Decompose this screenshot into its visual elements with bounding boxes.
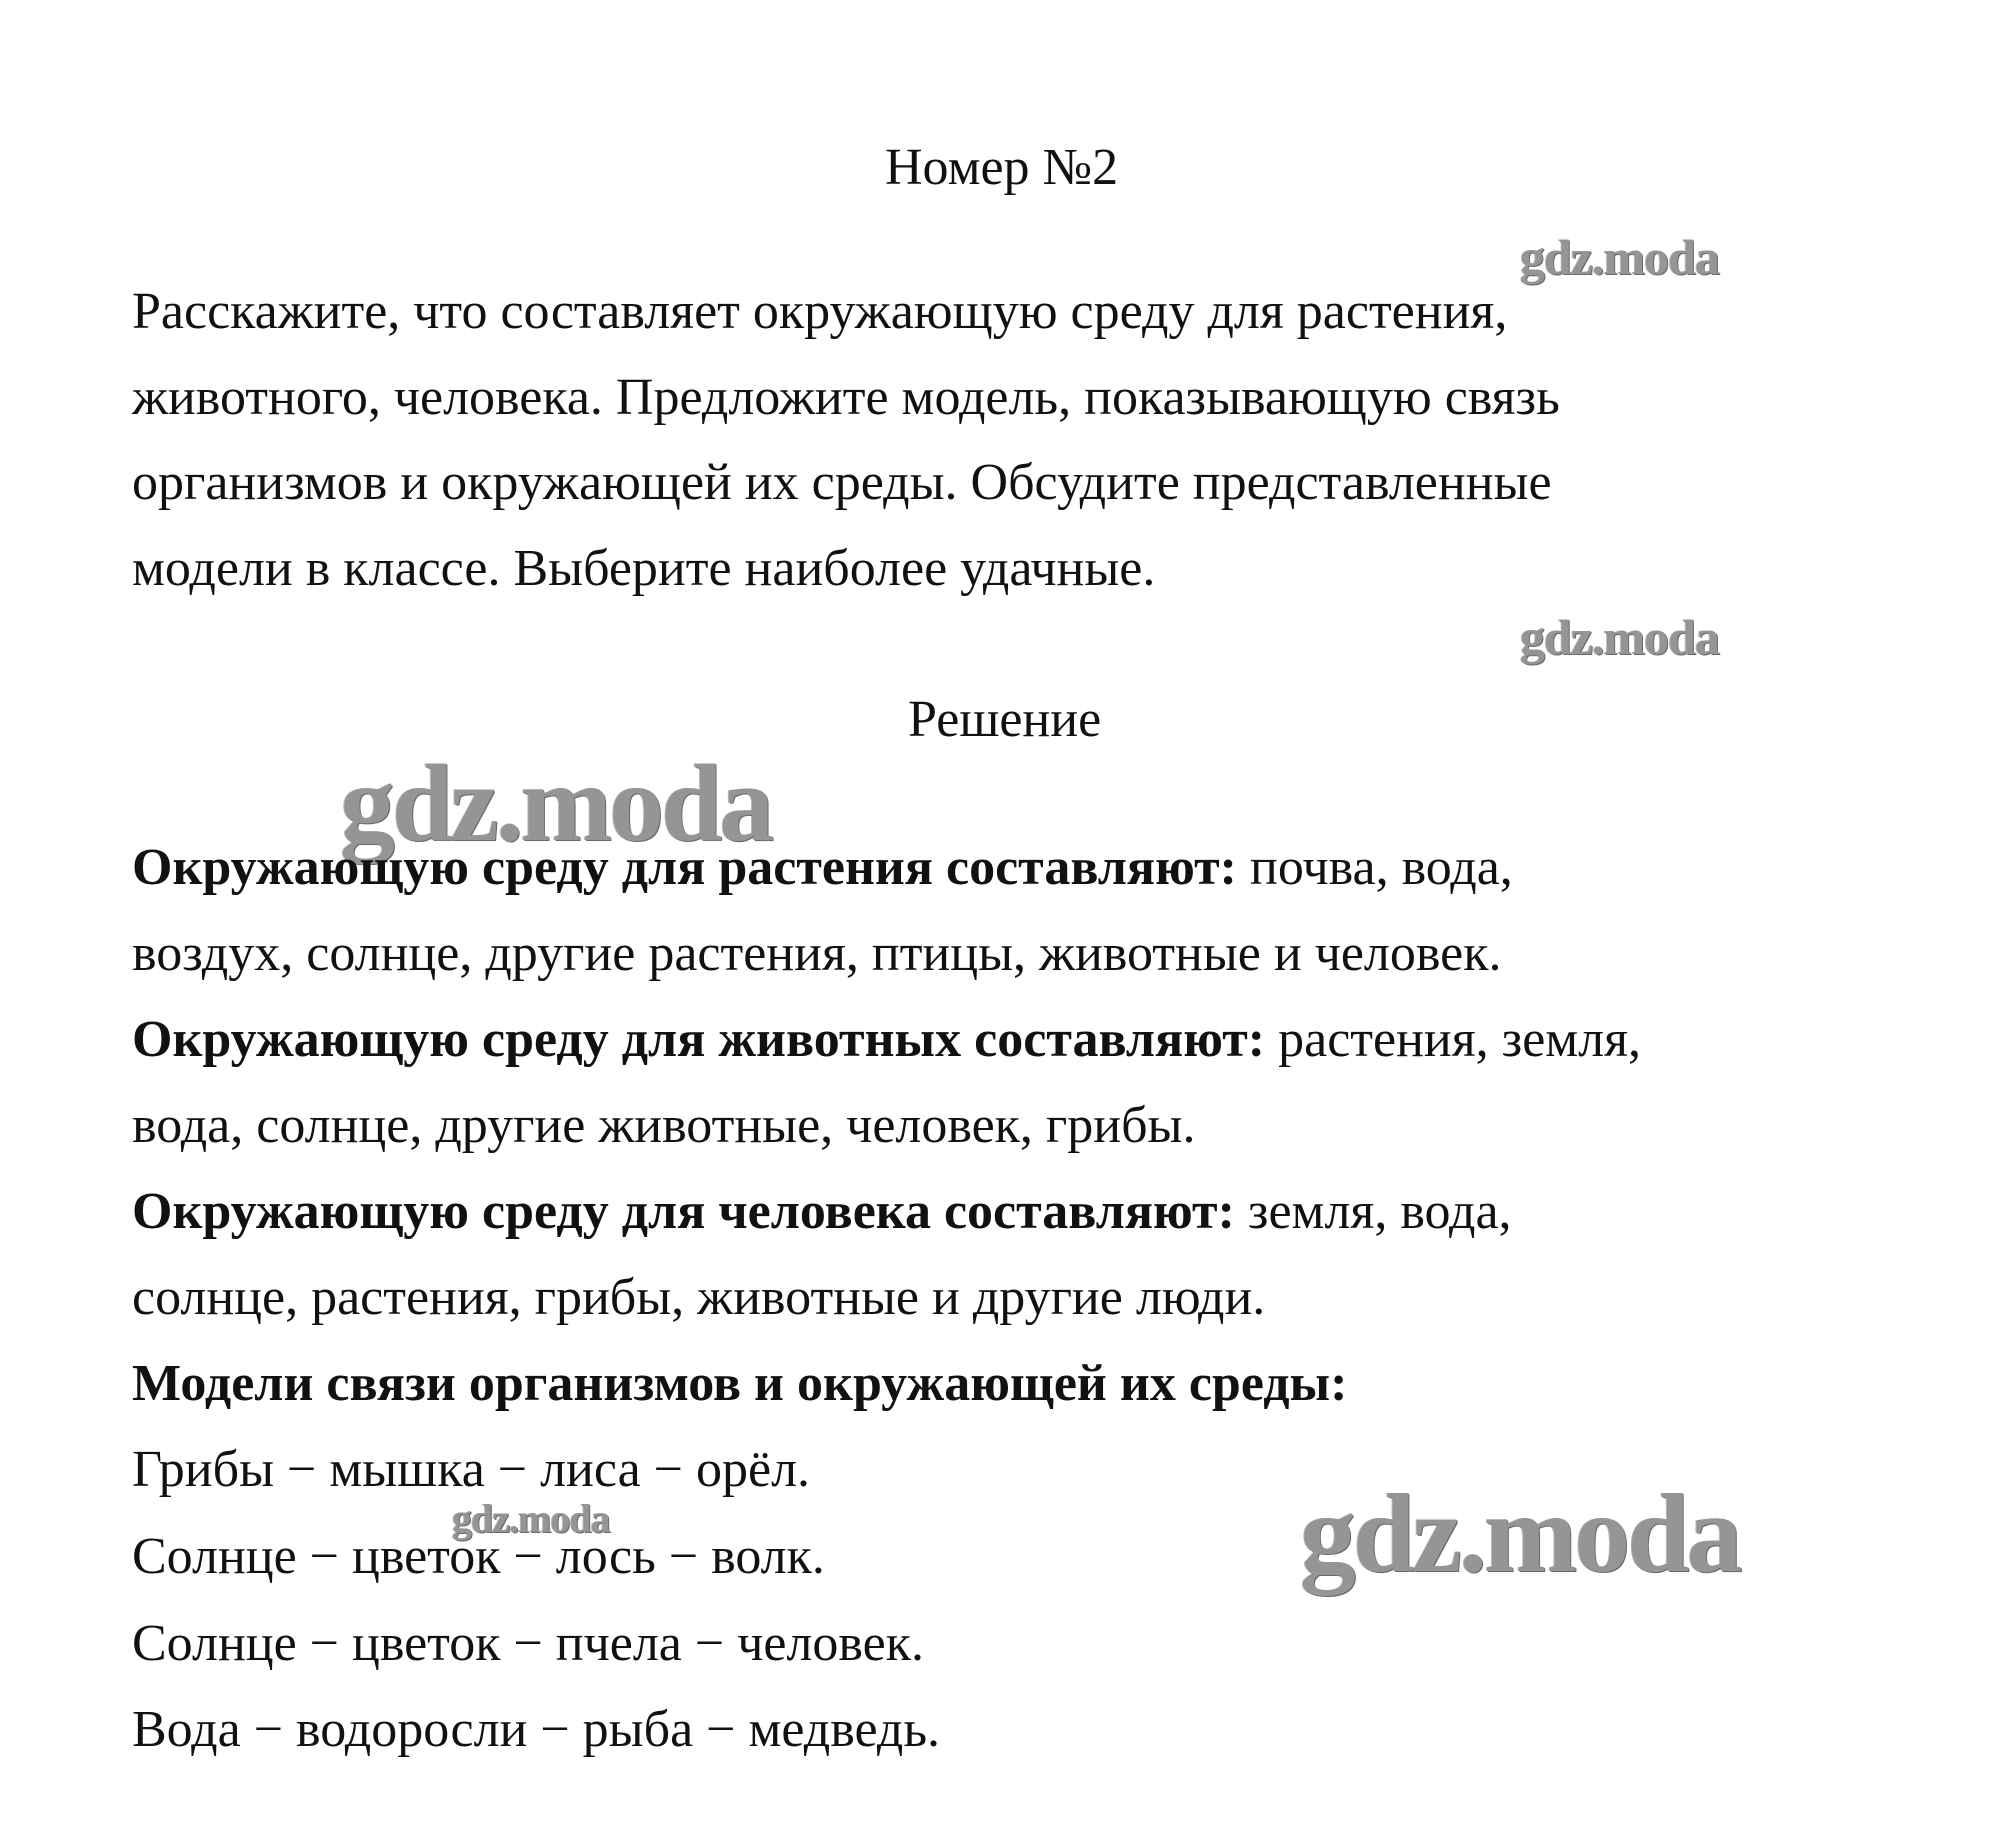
answer-plant-line-2: воздух, солнце, другие растения, птицы, животные и человек. xyxy=(132,925,1502,982)
page-title: Номер №2 xyxy=(885,139,1119,196)
answer-human-text: земля, вода, xyxy=(1234,1183,1512,1240)
watermark: gdz.moda xyxy=(1520,609,1719,665)
task-line-2: животного, человека. Предложите модель, показывающую связь xyxy=(132,369,1560,426)
answer-plant-line-1 xyxy=(132,838,1513,898)
chain-item: Солнце − цветок − лось − волк. xyxy=(132,1528,825,1585)
answer-animal-text: растения, земля, xyxy=(1265,1011,1642,1068)
answer-human-line-2: солнце, растения, грибы, животные и другие люди. xyxy=(132,1269,1266,1326)
chain-item: Вода − водоросли − рыба − медведь. xyxy=(132,1701,941,1758)
models-heading: Модели связи организмов и окружающей их среды: xyxy=(132,1355,1348,1412)
answer-animal-line-1 xyxy=(132,1010,1641,1070)
solution-heading: Решение xyxy=(908,691,1102,748)
task-line-4: модели в классе. Выберите наиболее удачные. xyxy=(132,540,1156,597)
chain-item: Грибы − мышка − лиса − орёл. xyxy=(132,1441,811,1498)
task-line-3: организмов и окружающей их среды. Обсудите представленные xyxy=(132,454,1552,511)
task-line-1: Расскажите, что составляет окружающую среду для растения, xyxy=(132,283,1508,340)
chain-item: Солнце − цветок − пчела − человек. xyxy=(132,1615,924,1672)
watermark: gdz.moda xyxy=(340,742,772,864)
answer-human-label: Окружающую среду для человека составляют: xyxy=(132,1183,1235,1240)
answer-animal-label: Окружающую среду для животных составляют: xyxy=(132,1011,1266,1068)
answer-plant-label: Окружающую среду для растения составляют: xyxy=(132,839,1237,896)
answer-human-line-1 xyxy=(132,1182,1512,1242)
answer-plant-text: почва, вода, xyxy=(1236,839,1513,896)
watermark: gdz.moda xyxy=(1520,229,1719,285)
answer-animal-line-2: вода, солнце, другие животные, человек, грибы. xyxy=(132,1097,1196,1154)
watermark: gdz.moda xyxy=(1300,1472,1740,1596)
watermark: gdz.moda xyxy=(452,1496,610,1541)
